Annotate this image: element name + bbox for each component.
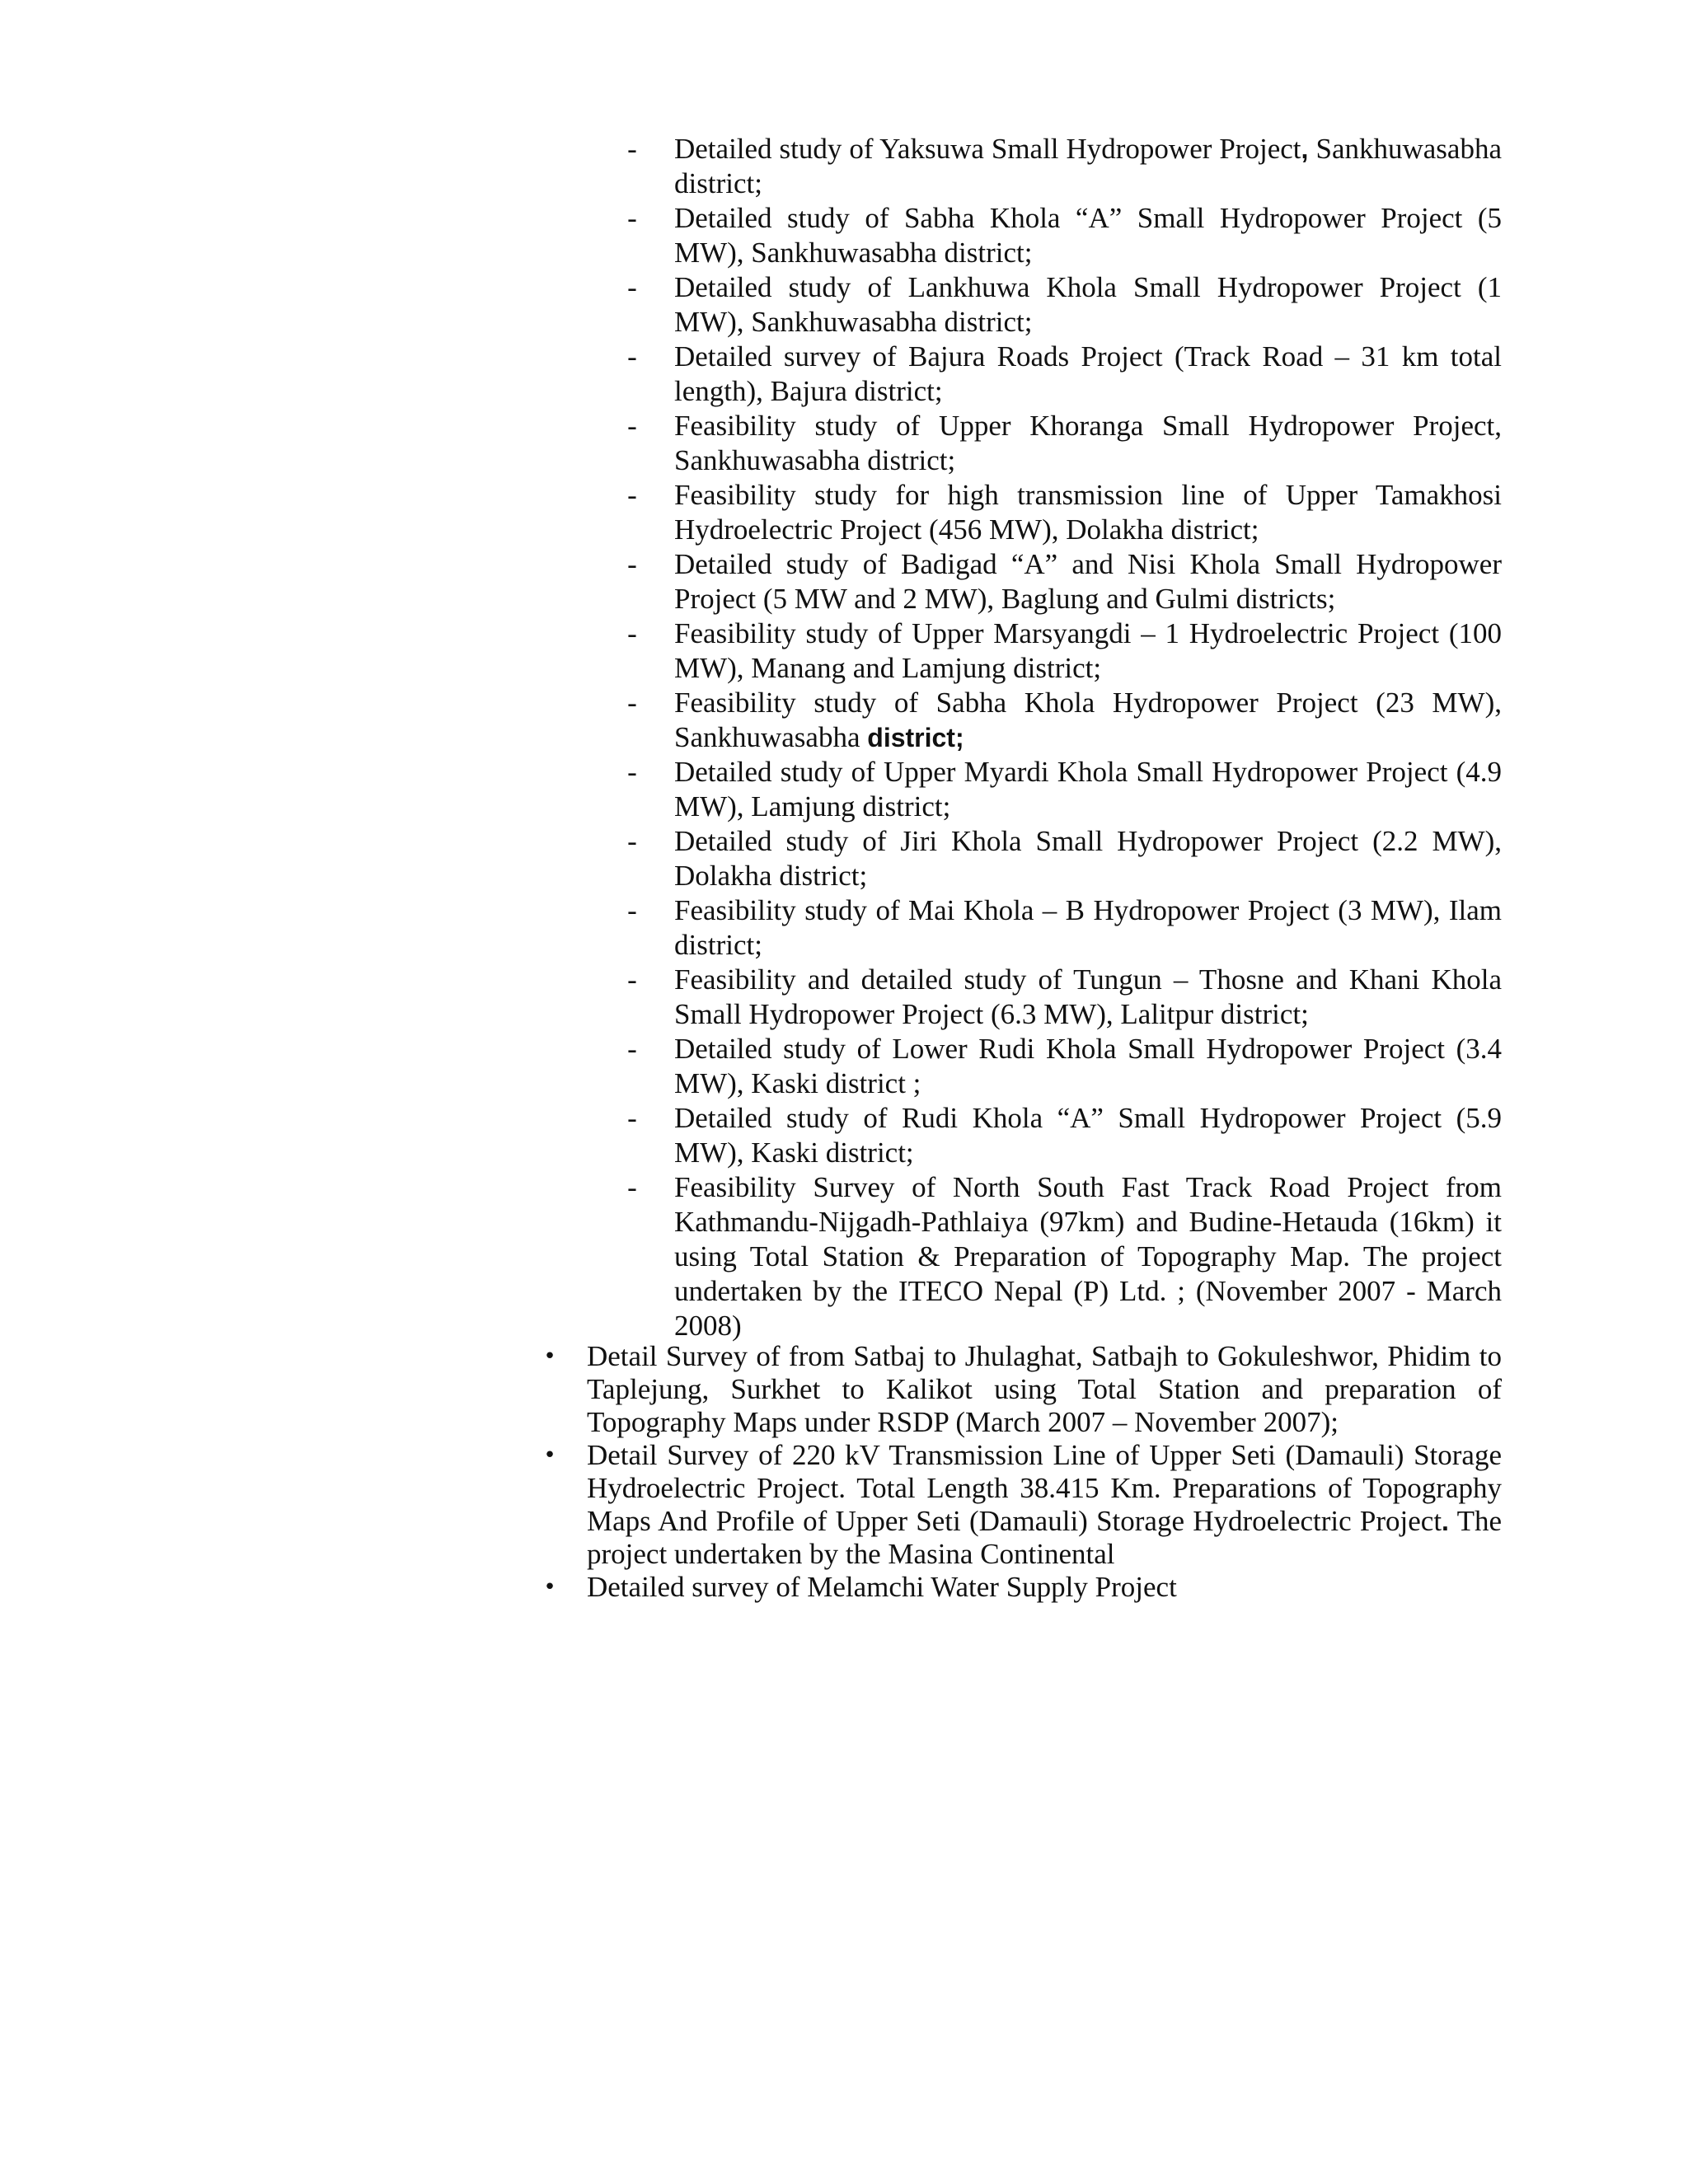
list-item-text: Detailed survey of Melamchi Water Supply Project (587, 1571, 1177, 1603)
list-item-text: Detailed survey of Bajura Roads Project (Track Road – 31 km total length), Bajura district; (674, 340, 1502, 407)
list-item-text: Feasibility study of Upper Marsyangdi – 1 Hydroelectric Project (100 MW), Manang and Lamjung district; (674, 617, 1502, 684)
list-item-text: Detail Survey of from Satbaj to Jhulaghat, Satbajh to Gokuleshwor, Phidim to Taplejung, Surkhet to Kalikot using Total Station and preparation of Topography Maps under RSDP (March 2007 – November 2007); (587, 1340, 1502, 1438)
list-item (620, 201, 1502, 270)
list-item-text-tail: The project undertaken by the Masina Continental (587, 1505, 1502, 1570)
list-item-text: Detailed study of Lankhuwa Khola Small Hydropower Project (1 MW), Sankhuwasabha district; (674, 271, 1502, 338)
list-item-text: Feasibility Survey of North South Fast Track Road Project from Kathmandu-Nijgadh-Pathlaiya (97km) and Budine-Hetauda (16km) it using Total Station & Preparation of Topography Map. The project undertaken by the ITECO Nepal (P) Ltd. ; (November 2007 - March 2008) (674, 1171, 1502, 1342)
list-item (537, 1439, 1502, 1571)
dash-marker: - (627, 1171, 637, 1203)
list-item-text: Detailed study of Lower Rudi Khola Small Hydropower Project (3.4 MW), Kaski district ; (674, 1033, 1502, 1099)
list-item-text: Feasibility study of Sabha Khola Hydropower Project (23 MW), Sankhuwasabha (674, 687, 1502, 753)
list-item-text: Feasibility study of Upper Khoranga Small Hydropower Project, Sankhuwasabha district; (674, 410, 1502, 476)
list-item (537, 1340, 1502, 1439)
list-item (620, 1170, 1502, 1343)
list-item (620, 755, 1502, 824)
list-item (620, 132, 1502, 201)
list-item-text: Feasibility study for high transmission line of Upper Tamakhosi Hydroelectric Project (456 MW), Dolakha district; (674, 479, 1502, 546)
list-item-text-bold: , (1301, 134, 1316, 164)
list-item (620, 478, 1502, 547)
dash-marker: - (627, 1033, 637, 1065)
list-item (537, 1571, 1502, 1604)
list-item-text-bold: district; (867, 723, 964, 752)
dash-marker: - (627, 963, 637, 996)
list-item (620, 893, 1502, 963)
bullet-marker: • (543, 1443, 556, 1468)
list-item (620, 409, 1502, 478)
project-sub-list (620, 132, 1502, 1343)
dash-marker: - (627, 479, 637, 511)
dash-marker: - (627, 271, 637, 303)
list-item-text-bold: . (1442, 1507, 1449, 1536)
dash-marker: - (627, 825, 637, 857)
list-item-text: Detailed study of Badigad “A” and Nisi Khola Small Hydropower Project (5 MW and 2 MW), Baglung and Gulmi districts; (674, 548, 1502, 615)
dash-marker: - (627, 202, 637, 234)
bullet-marker: • (543, 1575, 556, 1600)
list-item (620, 616, 1502, 686)
dash-marker: - (627, 756, 637, 788)
list-item-text-tail: Sankhuwasabha district; (674, 133, 1503, 199)
list-item-text: Detailed study of Upper Myardi Khola Small Hydropower Project (4.9 MW), Lamjung district; (674, 756, 1502, 823)
list-item-text: Feasibility and detailed study of Tungun – Thosne and Khani Khola Small Hydropower Project (6.3 MW), Lalitpur district; (674, 963, 1502, 1030)
dash-marker: - (627, 340, 637, 373)
dash-marker: - (627, 617, 637, 649)
list-item-text: Detailed study of Jiri Khola Small Hydropower Project (2.2 MW), Dolakha district; (674, 825, 1502, 892)
list-item-text: Detail Survey of 220 kV Transmission Line of Upper Seti (Damauli) Storage Hydroelectric Project. Total Length 38.415 Km. Preparations of Topography Maps And Profile of Upper Seti (Damauli) Storage Hydroelectric Project (587, 1439, 1502, 1537)
list-item (620, 1032, 1502, 1101)
dash-marker: - (627, 894, 637, 926)
list-item (620, 1101, 1502, 1170)
list-item (620, 824, 1502, 893)
dash-marker: - (627, 133, 637, 165)
bullet-marker: • (543, 1344, 556, 1369)
survey-bullet-list (537, 1340, 1502, 1604)
list-item (620, 547, 1502, 616)
list-item-text: Feasibility study of Mai Khola – B Hydropower Project (3 MW), Ilam district; (674, 894, 1502, 961)
dash-marker: - (627, 548, 637, 580)
list-item-text: Detailed study of Sabha Khola “A” Small Hydropower Project (5 MW), Sankhuwasabha district; (674, 202, 1502, 269)
list-item (620, 270, 1502, 340)
list-item-text: Detailed study of Yaksuwa Small Hydropower Project (674, 133, 1301, 165)
list-item (620, 963, 1502, 1032)
dash-marker: - (627, 687, 637, 719)
list-item (620, 340, 1502, 409)
list-item (620, 686, 1502, 755)
list-item-text: Detailed study of Rudi Khola “A” Small Hydropower Project (5.9 MW), Kaski district; (674, 1102, 1502, 1169)
dash-marker: - (627, 1102, 637, 1134)
dash-marker: - (627, 410, 637, 442)
